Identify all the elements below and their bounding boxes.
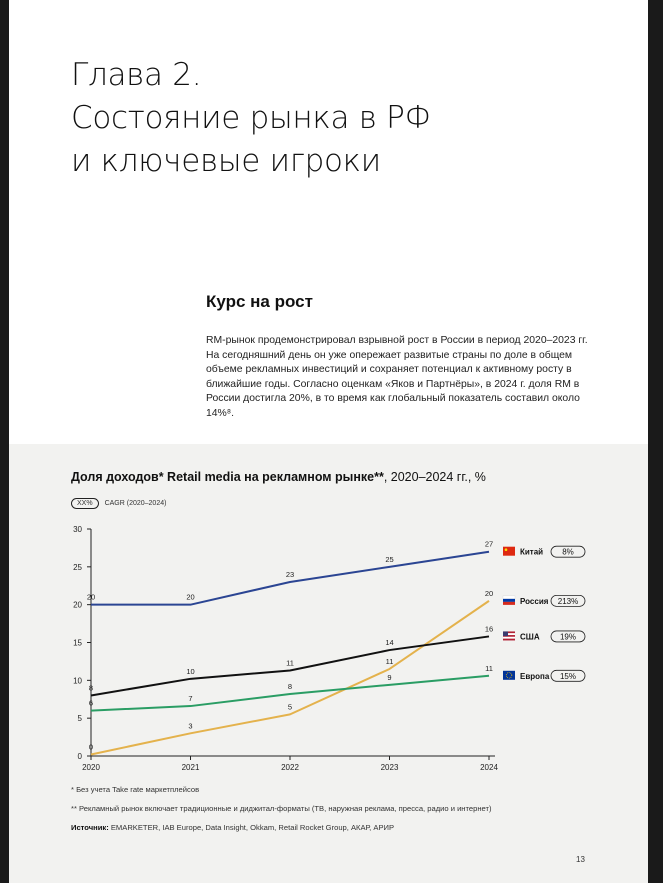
x-tick-label: 2023 (380, 763, 399, 772)
source-line (71, 823, 492, 832)
data-label: 5 (287, 702, 293, 712)
section-subhead: Курс на рост (206, 292, 313, 311)
data-label: 6 (88, 698, 94, 708)
chart-title-rest: , 2020–2024 гг., % (383, 470, 486, 484)
data-label: 11 (485, 663, 493, 673)
y-tick-label: 15 (73, 638, 82, 648)
page-number: 13 (576, 855, 585, 864)
chart-title-bold: Доля доходов* Retail media на рекламном рынке** (71, 470, 384, 484)
data-label: 10 (186, 666, 195, 676)
y-tick-label: 5 (77, 714, 82, 724)
report-page (9, 0, 648, 883)
x-tick-label: 2024 (480, 763, 498, 772)
data-label: 8 (88, 683, 94, 693)
title-line-3: и ключевые игроки (71, 143, 381, 179)
data-label: 23 (285, 569, 295, 579)
footnote-2: ** Рекламный рынок включает традиционные и диджитал-форматы (ТВ, наружная реклама, пресса, радио и интернет) (71, 804, 492, 813)
cagr-value: 15% (559, 671, 577, 681)
data-label: 14 (385, 638, 394, 648)
data-label: 9 (387, 672, 392, 682)
data-label: 8 (287, 681, 293, 691)
y-tick-label: 20 (73, 600, 82, 610)
footnote-1: * Без учета Take rate маркетплейсов (71, 785, 200, 794)
data-label: 20 (86, 592, 96, 602)
cagr-value: 8% (562, 547, 574, 557)
title-line-1: Глава 2. (71, 57, 202, 93)
legend-label: Россия (520, 596, 549, 606)
data-label: 0 (88, 742, 94, 752)
section-paragraph: RM-рынок продемонстрировал взрывной рост в России в период 2020–2023 гг. На сегодняшний день он уже опережает развитые страны по доле в общем объеме рекламных инвестиций и сохраняет потенциал к активному росту в ближайшие годы. Согласно оценкам «Яков и Партнёры», в 2024 г. доля RM в России достигла 20%, в то время как глобальный показатель составил около 14%⁸. (206, 335, 588, 419)
data-label: 25 (385, 554, 394, 564)
legend-label: Китай (520, 547, 544, 557)
data-label: 27 (484, 539, 494, 549)
usa-flag-icon (503, 631, 515, 640)
x-tick-label: 2021 (181, 763, 200, 772)
china-flag-icon (503, 547, 515, 556)
data-label: 3 (188, 721, 193, 731)
cagr-value: 213% (557, 596, 579, 606)
source-label: Источник: (71, 823, 109, 832)
data-label: 7 (188, 694, 193, 704)
data-label: 20 (484, 588, 494, 598)
y-tick-label: 10 (73, 676, 82, 686)
legend-label: США (520, 632, 540, 642)
series-line-1 (88, 601, 489, 755)
data-label: 11 (286, 658, 294, 668)
legend-label: Европа (520, 671, 550, 681)
y-tick-label: 25 (73, 562, 82, 572)
title-line-2: Состояние рынка в РФ (71, 100, 431, 136)
y-tick-label: 30 (73, 525, 82, 534)
source-text: EMARKETER, IAB Europe, Data Insight, Okkam, Retail Rocket Group, АКАР, АРИР (108, 823, 395, 832)
cagr-pill-sample: XX% (71, 498, 99, 509)
data-label: 20 (186, 592, 195, 602)
cagr-value: 19% (559, 632, 577, 642)
x-tick-label: 2022 (281, 763, 299, 772)
line-chart (9, 0, 648, 883)
data-label: 16 (484, 624, 494, 634)
chart-notes (71, 785, 492, 842)
data-label: 11 (385, 656, 394, 666)
eu-flag-icon (503, 671, 515, 680)
x-tick-label: 2020 (82, 763, 100, 772)
russia-flag-icon (503, 596, 515, 605)
y-tick-label: 0 (77, 752, 82, 761)
cagr-legend-label: CAGR (2020–2024) (104, 500, 167, 507)
